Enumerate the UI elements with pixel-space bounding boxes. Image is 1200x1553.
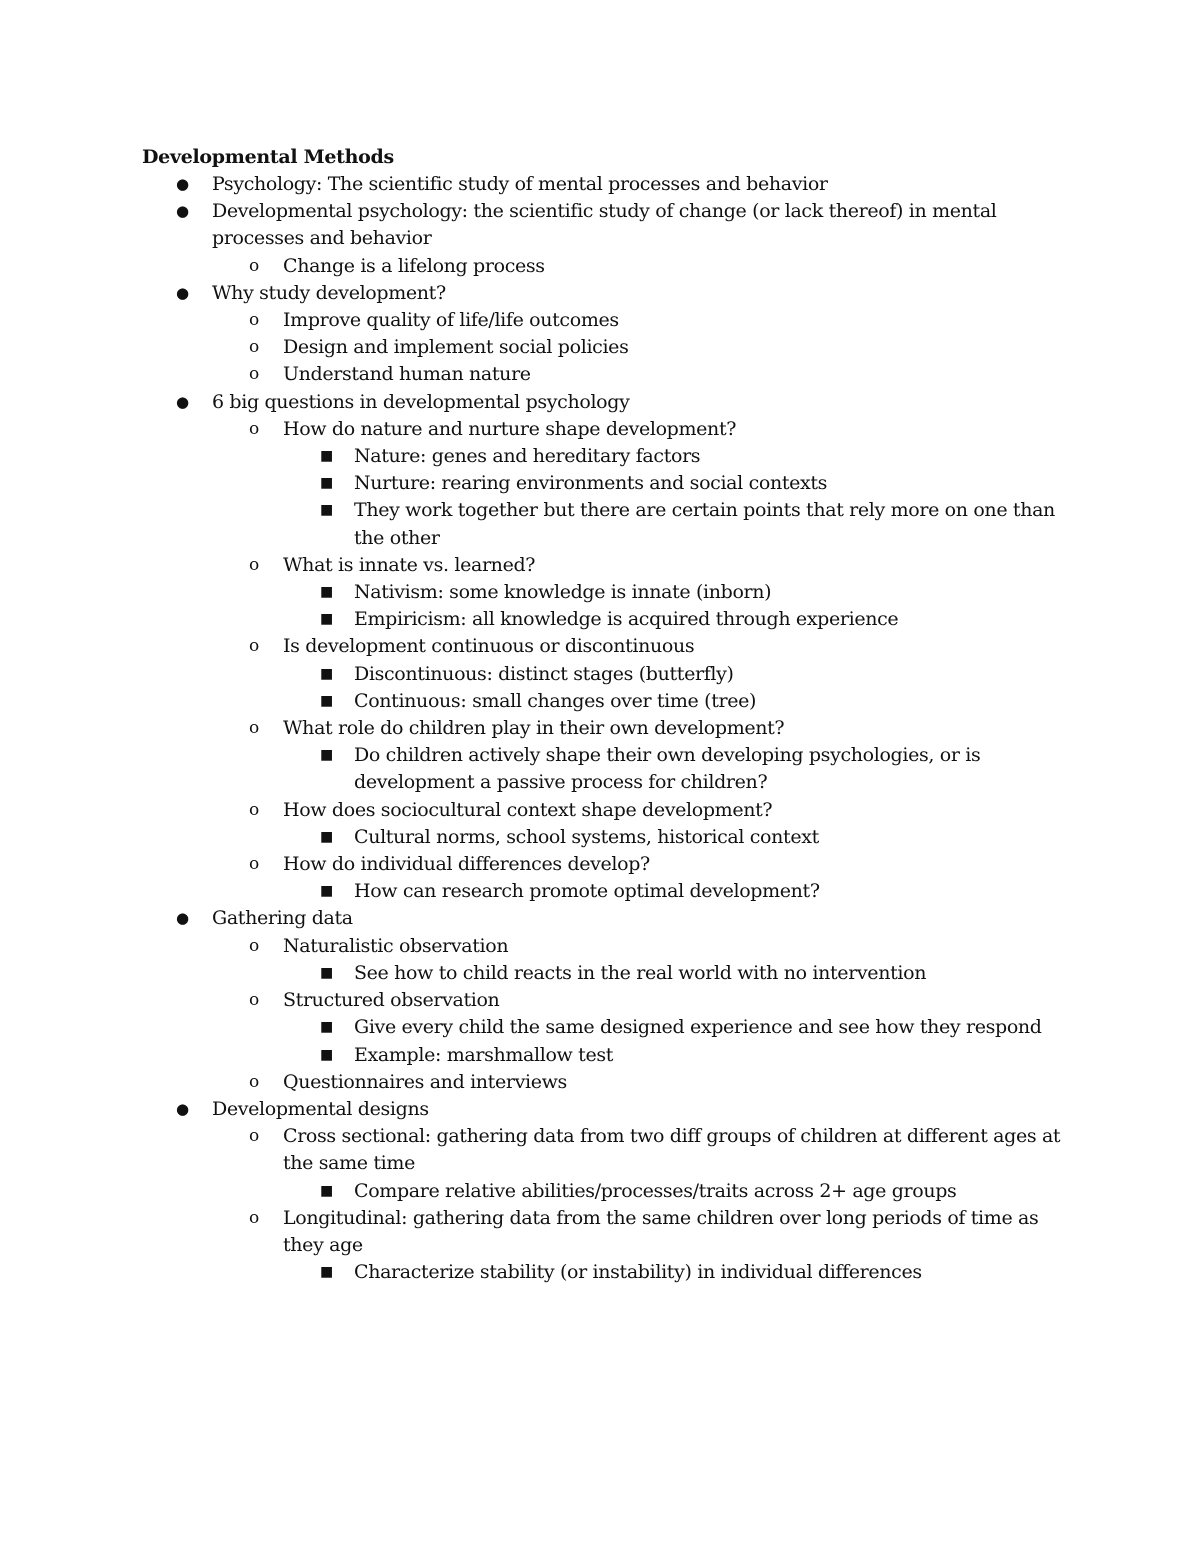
square-bullet-icon: ■ [320, 1019, 333, 1036]
list-item-text: Design and implement social policies [283, 336, 629, 359]
list-item-text: Do children actively shape their own developing psychologies, or is development a passive process for children? [354, 744, 981, 794]
square-bullet-icon: ■ [320, 692, 333, 709]
list-item-level-2 [142, 715, 1072, 742]
list-item-text: Compare relative abilities/processes/traits across 2+ age groups [354, 1179, 957, 1202]
list-item-text: Developmental psychology: the scientific study of change (or lack thereof) in mental processes and behavior [212, 200, 997, 250]
list-item-level-2 [142, 1069, 1072, 1096]
list-item-level-2 [142, 253, 1072, 280]
square-bullet-icon: ■ [320, 448, 333, 465]
list-item-text: Psychology: The scientific study of mental processes and behavior [212, 173, 828, 195]
list-item-level-1 [142, 198, 1072, 252]
square-bullet-icon: ■ [320, 584, 333, 601]
square-bullet-icon: ■ [320, 665, 333, 682]
circle-bullet-icon: o [249, 554, 259, 575]
circle-bullet-icon: o [249, 799, 259, 820]
disc-bullet-icon: ● [176, 909, 189, 928]
list-item-level-2 [142, 552, 1072, 579]
square-bullet-icon: ■ [320, 1046, 333, 1063]
list-item-level-1 [142, 905, 1072, 932]
list-item-text: They work together but there are certain points that rely more on one than the other [354, 499, 1055, 549]
list-item-text: Empiricism: all knowledge is acquired through experience [354, 608, 899, 631]
list-item-level-1 [142, 389, 1072, 416]
list-item-level-2 [142, 1123, 1072, 1177]
list-item-level-3 [142, 606, 1072, 633]
list-item-level-3 [142, 742, 1072, 796]
list-item-level-3 [142, 497, 1072, 551]
list-item-text: What role do children play in their own development? [283, 717, 785, 740]
list-item-level-3 [142, 1259, 1072, 1286]
disc-bullet-icon: ● [176, 175, 189, 193]
list-item-text: Is development continuous or discontinuous [283, 635, 695, 658]
list-item-text: How do nature and nurture shape development? [283, 417, 737, 440]
list-item-level-1 [142, 280, 1072, 307]
square-bullet-icon: ■ [320, 1182, 333, 1199]
circle-bullet-icon: o [249, 310, 259, 331]
list-item-level-2 [142, 416, 1072, 443]
list-item-text: Understand human nature [283, 363, 531, 386]
square-bullet-icon: ■ [320, 475, 333, 492]
list-item-level-3 [142, 1014, 1072, 1041]
square-bullet-icon: ■ [320, 502, 333, 519]
list-item-level-3 [142, 878, 1072, 905]
circle-bullet-icon: o [249, 1207, 259, 1228]
square-bullet-icon: ■ [320, 883, 333, 900]
circle-bullet-icon: o [249, 255, 259, 276]
square-bullet-icon: ■ [320, 828, 333, 845]
list-item-text: Give every child the same designed experience and see how they respond [354, 1016, 1042, 1039]
list-item-text: How does sociocultural context shape development? [283, 798, 773, 821]
list-item-level-1 [142, 1096, 1072, 1123]
list-item-text: Discontinuous: distinct stages (butterfly) [354, 662, 734, 685]
list-item-text: Cross sectional: gathering data from two diff groups of children at different ages at the same time [283, 1125, 1061, 1175]
list-item-text: Questionnaires and interviews [283, 1070, 567, 1093]
circle-bullet-icon: o [249, 990, 259, 1011]
disc-bullet-icon: ● [176, 283, 189, 302]
outline-list [142, 171, 1072, 1286]
list-item-text: How can research promote optimal development? [354, 880, 820, 903]
list-item-text: Nativism: some knowledge is innate (inborn) [354, 581, 772, 604]
list-item-level-3 [142, 824, 1072, 851]
list-item-level-3 [142, 688, 1072, 715]
disc-bullet-icon: ● [176, 202, 189, 221]
circle-bullet-icon: o [249, 364, 259, 385]
list-item-text: Continuous: small changes over time (tree) [354, 689, 757, 712]
list-item-level-3 [142, 579, 1072, 606]
document-title: Developmental Methods [142, 146, 394, 168]
list-item-level-2 [142, 361, 1072, 388]
list-item-text: Longitudinal: gathering data from the same children over long periods of time as they age [283, 1206, 1039, 1256]
list-item-text: Example: marshmallow test [354, 1043, 614, 1066]
circle-bullet-icon: o [249, 1071, 259, 1092]
circle-bullet-icon: o [249, 337, 259, 358]
list-item-text: Why study development? [212, 281, 446, 304]
circle-bullet-icon: o [249, 854, 259, 875]
list-item-level-2 [142, 987, 1072, 1014]
list-item-text: What is innate vs. learned? [283, 553, 536, 576]
circle-bullet-icon: o [249, 418, 259, 439]
disc-bullet-icon: ● [176, 1099, 189, 1118]
list-item-level-3 [142, 443, 1072, 470]
list-item-text: Gathering data [212, 907, 353, 930]
circle-bullet-icon: o [249, 718, 259, 739]
list-item-text: See how to child reacts in the real world with no intervention [354, 961, 927, 984]
list-item-level-2 [142, 933, 1072, 960]
list-item-level-2 [142, 851, 1072, 878]
list-item-text: Nurture: rearing environments and social contexts [354, 472, 828, 495]
list-item-text: Change is a lifelong process [283, 254, 545, 277]
list-item-level-2 [142, 633, 1072, 660]
circle-bullet-icon: o [249, 935, 259, 956]
list-item-level-3 [142, 1042, 1072, 1069]
circle-bullet-icon: o [249, 636, 259, 657]
list-item-text: Nature: genes and hereditary factors [354, 445, 701, 468]
square-bullet-icon: ■ [320, 964, 333, 981]
list-item-level-3 [142, 470, 1072, 497]
disc-bullet-icon: ● [176, 392, 189, 411]
list-item-text: Cultural norms, school systems, historical context [354, 825, 819, 848]
list-item-level-2 [142, 797, 1072, 824]
square-bullet-icon: ■ [320, 611, 333, 628]
list-item-level-3 [142, 661, 1072, 688]
list-item-level-3 [142, 960, 1072, 987]
circle-bullet-icon: o [249, 1126, 259, 1147]
list-item-text: How do individual differences develop? [283, 853, 650, 876]
list-item-text: Characterize stability (or instability) in individual differences [354, 1261, 922, 1284]
list-item-level-2 [142, 1205, 1072, 1259]
list-item-level-1 [142, 171, 1072, 198]
square-bullet-icon: ■ [320, 1264, 333, 1281]
list-item-text: Developmental designs [212, 1097, 429, 1120]
document-body [142, 144, 1072, 1286]
list-item-level-2 [142, 334, 1072, 361]
list-item-level-3 [142, 1178, 1072, 1205]
square-bullet-icon: ■ [320, 747, 333, 764]
list-item-text: 6 big questions in developmental psychology [212, 390, 630, 413]
list-item-text: Structured observation [283, 989, 500, 1012]
list-item-text: Naturalistic observation [283, 934, 509, 957]
list-item-level-2 [142, 307, 1072, 334]
list-item-text: Improve quality of life/life outcomes [283, 309, 619, 332]
